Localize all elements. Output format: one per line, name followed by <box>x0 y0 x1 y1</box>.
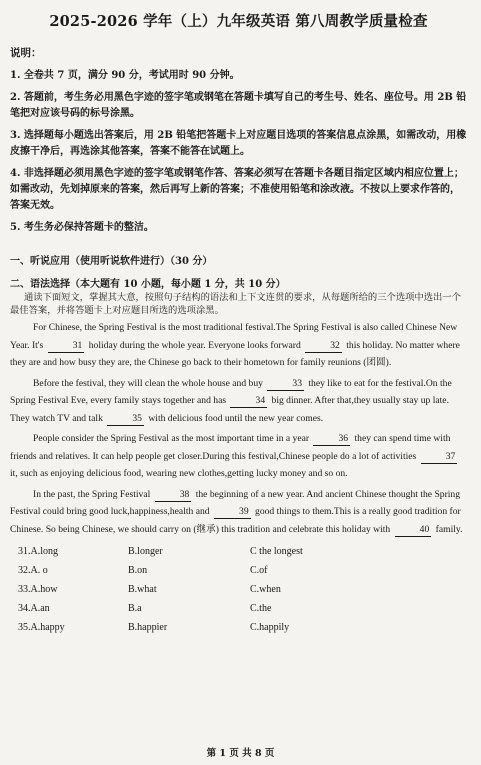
blank-31: 31 <box>48 339 85 353</box>
passage-paragraph <box>10 319 467 372</box>
page-title: 2025-2026 学年（上）九年级英语 第八周教学质量检查 <box>49 13 428 30</box>
option-a: 33.A.how <box>18 584 58 595</box>
blank-34: 34 <box>230 394 267 408</box>
passage-text: In the past, the Spring Festival <box>33 488 151 500</box>
blank-36: 36 <box>313 432 350 446</box>
blank-38: 38 <box>155 488 192 502</box>
passage-paragraph <box>10 375 467 428</box>
passage-text: they like to eat for the festival.On the Spring Festival Eve, every family stays together and has <box>10 377 452 406</box>
passage-text: For Chinese, the Spring Festival is the most traditional festival.The Spring Festival is also called Chinese New Year. It's <box>10 322 458 351</box>
blank-39: 39 <box>214 505 251 519</box>
part2-heading: 二、语法选择（本大题有 10 小题，每小题 1 分，共 10 分） <box>10 279 286 290</box>
option-row <box>10 599 467 618</box>
instruction-item: 2. 答题前，考生务必用黑色字迹的签字笔或钢笔在答题卡填写自己的考生号、姓名、座位号。用 2B 铅笔把对应该号码的标号涂黑。 <box>10 92 467 119</box>
instruction-item: 4. 非选择题必须用黑色字迹的签字笔或钢笔作答、答案必须写在答题卡各题目指定区域内相应位置上；如需改动，先划掉原来的答案，然后再写上新的答案；不准使用铅笔和涂改液。不按以上要求作答的，答案无效。 <box>10 168 464 211</box>
option-b: B.on <box>128 565 148 576</box>
instructions-heading: 说明： <box>10 47 42 59</box>
passage-text: with delicious food until the new year comes. <box>148 412 324 424</box>
option-c: C.when <box>250 584 281 595</box>
option-c: C.the <box>250 603 272 614</box>
instruction-item: 1. 全卷共 7 页，满分 90 分，考试用时 90 分钟。 <box>10 70 240 81</box>
option-row <box>10 542 467 561</box>
passage-paragraph <box>10 486 467 539</box>
blank-37: 37 <box>421 450 458 464</box>
blank-33: 33 <box>267 377 304 391</box>
part1-heading: 一、听说应用（使用听说软件进行）（30 分） <box>10 256 213 267</box>
blank-40: 40 <box>395 523 432 537</box>
passage-text: family. <box>435 523 463 535</box>
instruction-item: 3. 选择题每小题选出答案后，用 2B 铅笔把答题卡上对应题目选项的答案信息点涂黑，如需改动，用橡皮擦干净后，再选涂其他答案，答案不能答在试题上。 <box>10 130 467 157</box>
blank-32: 32 <box>305 339 342 353</box>
option-row <box>10 580 467 599</box>
option-row <box>10 618 467 637</box>
option-a: 35.A.happy <box>18 622 65 633</box>
passage-text: holiday during the whole year. Everyone looks forward <box>88 339 301 351</box>
part2-description: 通读下面短文，掌握其大意，按照句子结构的语法和上下文连贯的要求，从每题所给的三个选项中选出一个最佳答案，并将答题卡上对应题目所选的选项涂黑。 <box>10 292 461 316</box>
option-c: C.of <box>250 565 268 576</box>
page-footer: 第 1 页 共 8 页 <box>206 748 275 759</box>
option-a: 32.A. o <box>18 565 48 576</box>
instructions <box>10 45 467 236</box>
instruction-item: 5. 考生务必保持答题卡的整洁。 <box>10 222 154 233</box>
passage <box>10 319 467 538</box>
blank-35: 35 <box>107 412 144 426</box>
passage-text: big dinner. After that,they usually stay up late. They watch TV and talk <box>10 395 449 424</box>
option-a: 31.A.long <box>18 546 58 557</box>
option-c: C the longest <box>250 546 303 557</box>
option-row <box>10 561 467 580</box>
option-b: B.happier <box>128 622 168 633</box>
answer-options <box>10 542 467 637</box>
passage-text: they can spend time with friends and relatives. It can help people get closer.During this festival,Chinese people do a lot of activities <box>10 433 451 462</box>
passage-text: the beginning of a new year. And ancient Chinese thought the Spring Festival could bring good luck,happiness,health and <box>10 488 461 517</box>
passage-text: it, such as enjoying delicious food, wearing new clothes,getting lucky money and so on. <box>10 468 348 479</box>
option-b: B.longer <box>128 546 163 557</box>
option-a: 34.A.an <box>18 603 50 614</box>
passage-text: Before the festival, they will clean the whole house and buy <box>33 377 263 389</box>
passage-text: good things to them.This is a really good tradition for Chinese. So being Chinese, we should carry on (继承) this tradition and celebrate this holiday with <box>10 506 461 535</box>
option-b: B.what <box>128 584 157 595</box>
option-c: C.happily <box>250 622 290 633</box>
option-b: B.a <box>128 603 142 614</box>
passage-paragraph <box>10 430 467 483</box>
passage-text: People consider the Spring Festival as the most important time in a year <box>33 433 310 444</box>
passage-text: this holiday. No matter where they are and how busy they are, the Chinese go back to their hometown for family reunions (团圆). <box>10 339 460 368</box>
